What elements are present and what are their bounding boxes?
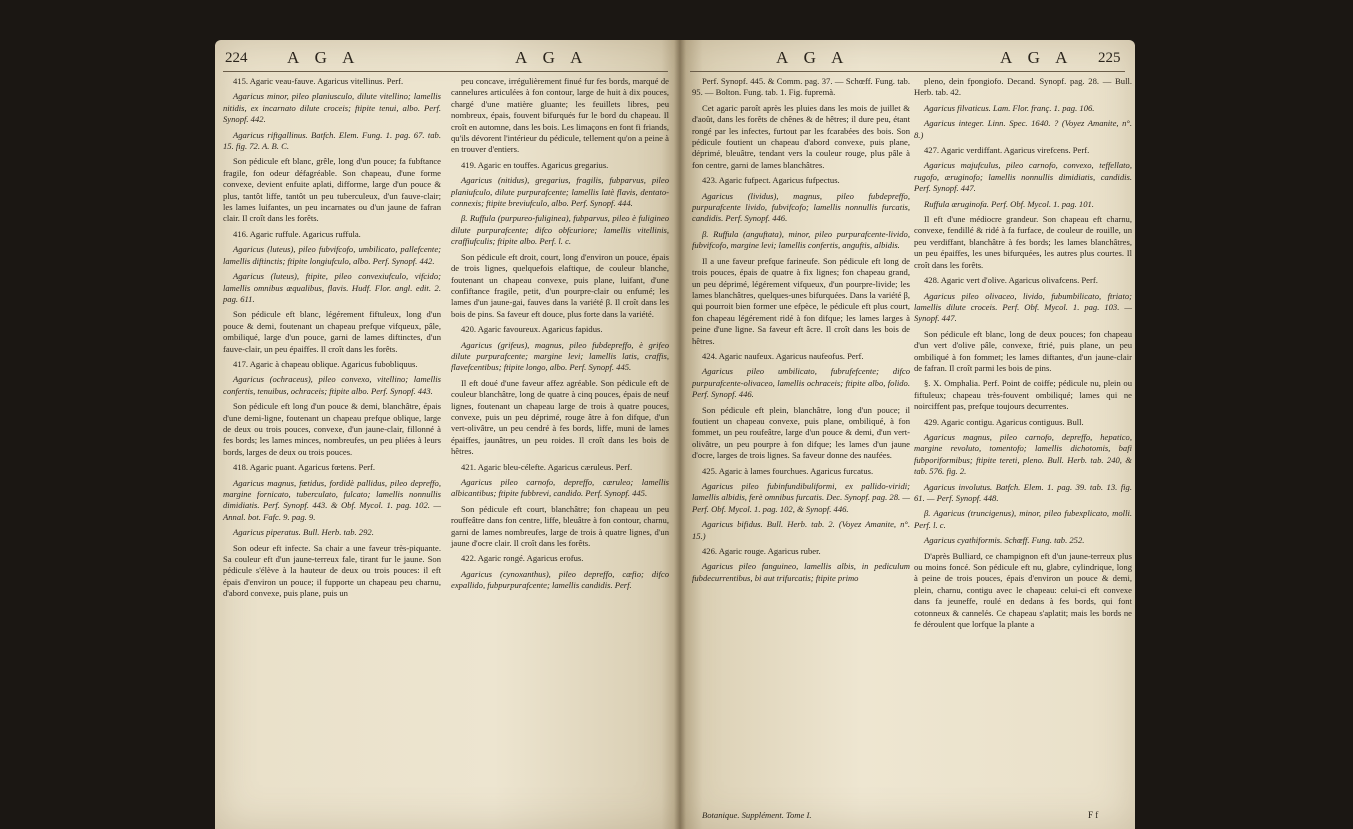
paragraph: Son pédicule eft court, blanchâtre; fon chapeau un peu rouffeâtre dans fon centre, liffe, bleuâtre à fon contour, charnu, garni de lames nombreufes, large de trois à quatre lignes, d'un jaune d'ocre clair. Il croît dans les forêts. [451, 503, 669, 549]
paragraph: Agaricus pileo umbilicato, fubrufefcente; difco purpurafcente-olivaceo, lamellis ochraceis; ftipite albo, folido. Perf. Synopf. 446. [692, 366, 910, 400]
paragraph: D'après Bulliard, ce champignon eft d'un jaune-terreux plus ou moins foncé. Son pédicule eft nu, glabre, cylindrique, long à peine de trois pouces, épais d'environ un pouce & demi, plein, charnu, contigu avec le chapeau: celui-ci eft convexe dans fa jeuneffe, roulé en dedans à fes bords, qui font cotonneux & cannelés. Ce chapeau s'aplatit; mais les bords ne fe déroulent que lorfque la plante a [914, 550, 1132, 630]
paragraph: 418. Agaric puant. Agaricus fœtens. Perf. [233, 462, 376, 473]
paragraph: Il a une faveur prefque farineufe. Son pédicule eft long de trois pouces, épais de quatre à fix lignes; fon chapeau grand, un peu déprimé, légérement vifqueux, d'un pourpre-livide; les lames blanchâtres, quelques-unes bifurquées. Dans la variété β, qui pourroit bien former une efpèce, le pédicule eft plus court, fon chapeau légérement ridé à fon difque; les lames larges à peine d'une ligne. Sa faveur eft âcre. Il croît dans les bois de hêtres. [692, 255, 910, 346]
paragraph: Agaricus (ochraceus), pileo convexo, vitellino; lamellis confertis, tenuibus, ochraceis; ftipite albo. Perf. Synopf. 443. [223, 374, 441, 396]
paragraph: 429. Agaric contigu. Agaricus contiguus. Bull. [924, 416, 1084, 427]
paragraph: 416. Agaric ruffule. Agaricus ruffula. [233, 228, 361, 239]
paragraph: Agaricus filvaticus. Lam. Flor. franç. 1. pag. 106. [924, 102, 1095, 113]
running-header: A G A [776, 48, 850, 67]
paragraph: β. Ruffula (anguftata), minor, pileo purpurafcente-livido, fubvifcofo, margine levi; lamellis confertis, anguftis, albidis. [692, 228, 910, 251]
running-header: A G A [287, 48, 361, 67]
page-number: 224 [225, 50, 248, 66]
paragraph: Agaricus involutus. Batfch. Elem. 1. pag. 39. tab. 13. fig. 61. — Perf. Synopf. 448. [914, 481, 1132, 503]
paragraph: 417. Agaric à chapeau oblique. Agaricus fubobliquus. [233, 358, 418, 369]
paragraph: Il eft doué d'une faveur affez agréable. Son pédicule eft de couleur blanchâtre, long de quatre à cinq pouces, épais de neuf lignes, foutenant un chapeau large de trois à quatre pouces, convexe, puis un peu déprimé, rouge âtre à fon difque, d'un vert-olivâtre, un peu cendré à fes bords, liffe, muni de lames épaiffes, jaunâtres, un peu roides. Il croît dans les bois de hêtres. [451, 377, 669, 457]
paragraph: Agaricus (grifeus), magnus, pileo fubdepreffo, è grifeo dilute purpurafcente; margine levi; lamellis latis, craffis, flavefcentibus; ftipite longo, albo. Perf. Synopf. 445. [451, 339, 669, 373]
paragraph: β. Agaricus (truncigenus), minor, pileo fubexplicato, molli. Perf. l. c. [914, 508, 1132, 530]
paragraph: Son pédicule eft blanc, légérement fiftuleux, long d'un pouce & demi, foutenant un chapeau prefque vifqueux, pâle, ombiliqué, large d'un pouce, garni de lames diftinctes, d'un fauve-clair, un peu épaiffes. Il croît dans les forêts. [223, 309, 441, 354]
right-page [680, 40, 1135, 829]
paragraph: Agaricus bifidus. Bull. Herb. tab. 2. (Voyez Amanite, n°. 15.) [692, 519, 910, 541]
paragraph: 415. Agaric veau-fauve. Agaricus vitellinus. Perf. [233, 76, 404, 86]
header-rule [223, 71, 668, 72]
paragraph: Cet agaric paroît après les pluies dans les mois de juillet & d'août, dans les forêts de chênes & de hêtres; il dure peu, étant rongé par les infectes, furtout par les fcarabées des bois. Son pédicule foutient un chapeau d'abord convexe, puis plane, déprimé, bleuâtre, tendant vers la couleur rouge, plus pâle à fon centre, garni de lames blanchâtres. [692, 102, 910, 170]
paragraph: Agaricus minor, pileo planiusculo, dilute vitellino; lamellis nitidis, ex incarnato dilute croceis; ftipite tenui, albo. Perf. Synopf. 442. [223, 91, 441, 125]
paragraph: 425. Agaric à lames fourchues. Agaricus furcatus. [702, 465, 874, 476]
paragraph: Ruffula æruginofa. Perf. Obf. Mycol. 1. pag. 101. [924, 198, 1094, 209]
footer-title: Botanique. Supplément. Tome I. [702, 810, 812, 820]
paragraph: Agaricus piperatus. Bull. Herb. tab. 292. [233, 527, 374, 538]
paragraph: 427. Agaric verdiffant. Agaricus virefcens. Perf. [924, 145, 1090, 156]
paragraph: Agaricus (lividus), magnus, pileo fubdepreffo, purpurafcente livido, fubvifcofo; lamellis nonnullis furcatis, candidis. Perf. Synopf. 446. [692, 190, 910, 224]
text-column-1 [223, 76, 441, 604]
paragraph: Agaricus (luteus), pileo fubvifcofo, umbilicato, pallefcente; lamellis diftinctis; ftipite longiufculo, albo. Perf. Synopf. 442. [223, 244, 441, 266]
signature-mark: F f [1088, 810, 1099, 820]
paragraph: 426. Agaric rouge. Agaricus ruber. [702, 546, 821, 557]
paragraph: 424. Agaric naufeux. Agaricus naufeofus. Perf. [702, 350, 864, 361]
paragraph: 421. Agaric bleu-célefte. Agaricus cæruleus. Perf. [461, 461, 633, 472]
running-header: A G A [1000, 48, 1074, 67]
paragraph: Son pédicule eft droit, court, long d'environ un pouce, épais de trois lignes, quelquefois elaftique, de couleur blanche, foutenant un chapeau convexe, puis plane, luifant, d'une confiftance fragile, petit, d'un pourpre-clair ou enfumé; les lames d'un jaune-gai, fauves dans la variété β. Il croît dans les bois de pins. Sa faveur eft douce, plus forte dans la variété. [451, 251, 669, 319]
paragraph: Il eft d'une médiocre grandeur. Son chapeau eft charnu, convexe, fendillé & ridé à fa furface, de couleur de rouille, un peu verdiffant, blanchâtre à fes bords; les lames blanchâtres, un peu épaiffes, les unes bifurquées, les autres plus courtes. Il croît dans les forêts. [914, 214, 1132, 270]
paragraph: 420. Agaric favoureux. Agaricus fapidus. [461, 324, 603, 335]
paragraph: Agaricus integer. Linn. Spec. 1640. ? (Voyez Amanite, n°. 8.) [914, 118, 1132, 140]
paragraph: Agaricus majufculus, pileo carnofo, convexo, teffellato, rugofo, æruginofo; lamellis nonnullis dimidiatis, candidis. Perf. Synopf. 447. [914, 160, 1132, 194]
paragraph: Agaricus (cynoxanthus), pileo depreffo, cæfio; difco expallido, fubpurpurafcente; lamellis candidis. Perf. [451, 568, 669, 591]
paragraph: Agaricus riftgallinus. Batfch. Elem. Fung. 1. pag. 67. tab. 15. fig. 72. A. B. C. [223, 129, 441, 152]
left-page [215, 40, 680, 829]
paragraph: Son pédicule eft blanc, grêle, long d'un pouce; fa fubftance fragile, fon odeur défagréable. Son chapeau, d'une forme convexe, devient enfuite aplati, difforme, large d'un pouce & plus, tantôt liffe, tantôt un peu tuberculeux, d'un fauve-clair; les lames luifantes, un peu incarnates ou d'un jaune de fafran clair. Il croît dans les forêts. [223, 156, 441, 224]
book-gutter [674, 40, 686, 829]
paragraph: §. X. Omphalia. Perf. Point de coiffe; pédicule nu, plein ou fiftuleux; chapeau très-fouvent ombiliqué; lames qui ne noirciffent pas, prefque toujours decurrentes. [914, 378, 1132, 412]
paragraph: Son pédicule eft blanc, long de deux pouces; fon chapeau d'un vert d'olive pâle, convexe, ftrié, puis plane, un peu ombiliqué à fon fommet; les lames diftantes, d'un jaune-clair de fafran. Il croît parmi les bois de pins. [914, 328, 1132, 373]
paragraph: Agaricus magnus, pileo carnofo, depreffo, hepatico, margine revoluto, tomentofo; lamellis dichotomis, bafi fubporiformibus; ftipite tereti, pleno. Bull. Herb. tab. 240, & tab. 576. fig. 2. [914, 431, 1132, 477]
paragraph: Son pédicule eft long d'un pouce & demi, blanchâtre, épais d'une demi-ligne, foutenant un chapeau prefque oblique, large de deux ou trois pouces, convexe, d'un jaune-clair, fillonné à fes bords; les lames minces, nombreufes, un peu pliées à leurs bords, larges de deux ou trois pouces. [223, 401, 441, 457]
paragraph: β. Ruffula (purpureo-fuliginea), fubparvus, pileo è fuligineo dilute purpurafcente; difco obfcuriore; lamellis vitellinis, craffiufculis; ftipite albo. Perf. l. c. [451, 213, 669, 247]
paragraph: Agaricus pileo fubinfundibuliformi, ex pallido-viridi; lamellis albidis, ferè omnibus furcatis. Dec. Synopf. pag. 28. — Perf. Obf. Mycol. 1. pag. 102, & Synopf. 446. [692, 481, 910, 514]
paragraph: Perf. Synopf. 445. & Comm. pag. 37. — Schœff. Fung. tab. 95. — Bolton. Fung. tab. 1. Fig. fupremà. [692, 76, 910, 98]
header-rule [690, 71, 1125, 72]
text-column-2 [451, 76, 669, 596]
paragraph: Agaricus (nitidus), gregarius, fragilis, fubparvus, pileo planiufculo, dilute purpurafcente; lamellis latè flavis, dentato-connexis; ftipite breviufculo, albo. Perf. Synopf. 444. [451, 175, 669, 209]
paragraph: 423. Agaric fufpect. Agaricus fufpectus. [702, 175, 840, 186]
paragraph: Agaricus cyathiformis. Schœff. Fung. tab. 252. [924, 535, 1085, 546]
paragraph: Son pédicule eft plein, blanchâtre, long d'un pouce; il foutient un chapeau convexe, puis plane, ombiliqué, à fon fommet, un peu roufeâtre, large d'un pouce & demi, d'un vert-olivâtre, un peu pourpre à fon difque; les lames d'un jaune d'ocre, larges de trois lignes. Sa faveur donne des naufées. [692, 404, 910, 461]
paragraph: Agaricus (luteus), ftipite, pileo convexiufculo, vifcido; lamellis omnibus æqualibus, flavis. Hudf. Flor. angl. edit. 2. pag. 611. [223, 271, 441, 304]
paragraph: peu concave, irrégulièrement finué fur fes bords, marqué de cannelures articulées à fon contour, large de huit à dix pouces, chargé d'une matière gluante; les feuillets libres, peu nombreux, épais, fouvent bifurqués fur le bord du chapeau. Il croît en automne, dans les bois. Les limaçons en font fi friands, qu'ils dévorent l'intérieur du pédicule, tellement qu'on a peine à en trouver d'entiers. [451, 76, 669, 155]
paragraph: pleno, dein fpongiofo. Decand. Synopf. pag. 28. — Bull. Herb. tab. 42. [914, 76, 1132, 98]
paragraph: 422. Agaric rongé. Agaricus erofus. [461, 553, 584, 564]
paragraph: 428. Agaric vert d'olive. Agaricus olivafcens. Perf. [924, 275, 1098, 286]
paragraph: Son odeur eft infecte. Sa chair a une faveur très-piquante. Sa couleur eft d'un jaune-terreux fale, tirant fur le jaune. Son pédicule s'élève à la hauteur de deux ou trois pouces: il eft épais d'environ un pouce; il fupporte un chapeau peu charnu, d'abord convexe, puis plane, puis un [223, 542, 441, 599]
paragraph: Agaricus magnus, fœtidus, fordidè pallidus, pileo depreffo, margine fornicato, tuberculato, fulcato; lamellis nonnullis dimidiatis. Perf. Synopf. 443. & Obf. Mycol. 1. pag. 102. — Annal. bot. Fafc. 9. pag. 9. [223, 477, 441, 522]
paragraph: 419. Agaric en touffes. Agaricus gregarius. [461, 159, 609, 170]
page-number: 225 [1098, 50, 1121, 66]
paragraph: Agaricus pileo carnofo, depreffo, cæruleo; lamellis albicantibus; ftipite fubbrevi, candido. Perf. Synopf. 445. [451, 477, 669, 499]
text-column-2 [914, 76, 1132, 634]
paragraph: Agaricus pileo fanguineo, lamellis albis, in pediculum fubdecurrentibus, bi aut trifurcatis; ftipite primo [692, 561, 910, 583]
running-header: A G A [515, 48, 589, 67]
text-column-1 [692, 76, 910, 588]
paragraph: Agaricus pileo olivaceo, livido, fubumbilicato, ftriato; lamellis dilute croceis. Perf. Obf. Mycol. 1. pag. 103. — Synopf. 447. [914, 290, 1132, 324]
